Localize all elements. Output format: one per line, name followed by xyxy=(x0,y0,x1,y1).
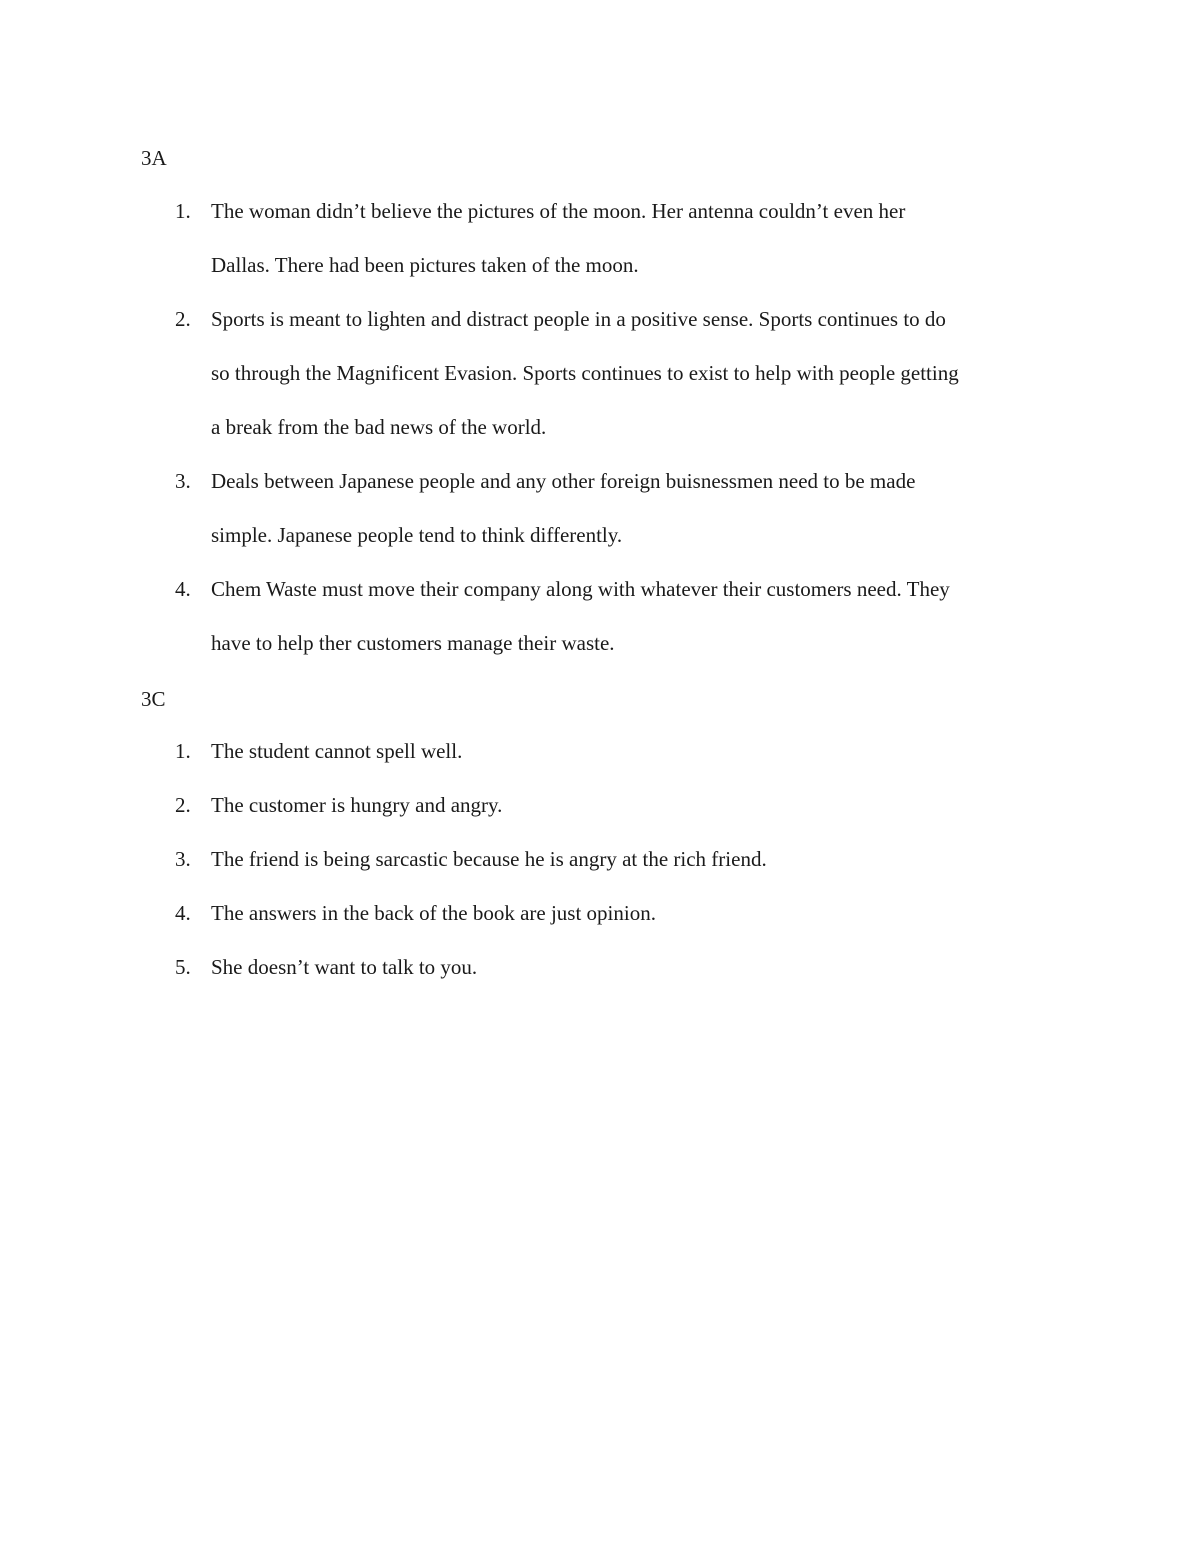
list-item-number: 4. xyxy=(175,901,191,925)
list-item xyxy=(141,832,1071,886)
text-line: The woman didn’t believe the pictures of the moon. Her antenna couldn’t even her xyxy=(211,199,906,223)
list-item xyxy=(141,454,1071,562)
list-item-text xyxy=(211,778,1071,832)
text-line: so through the Magnificent Evasion. Sports continues to exist to help with people getting xyxy=(211,361,959,385)
list-item xyxy=(141,184,1071,292)
list-item xyxy=(141,292,1071,454)
list-item-text xyxy=(211,184,1071,292)
text-line: Chem Waste must move their company along with whatever their customers need. They xyxy=(211,577,950,601)
text-line: The student cannot spell well. xyxy=(211,739,463,763)
list-item xyxy=(141,724,1071,778)
list-item-text xyxy=(211,832,1071,886)
list-item-number: 2. xyxy=(175,307,191,331)
list-item-text xyxy=(211,886,1071,940)
text-line: Dallas. There had been pictures taken of the moon. xyxy=(211,253,639,277)
list-item-number: 3. xyxy=(175,469,191,493)
list-item-text xyxy=(211,940,1071,994)
list-item-text xyxy=(211,724,1071,778)
list-item xyxy=(141,886,1071,940)
text-line: simple. Japanese people tend to think differently. xyxy=(211,523,623,547)
list-item-number: 1. xyxy=(175,739,191,763)
list-item-number: 2. xyxy=(175,793,191,817)
list-item-number: 5. xyxy=(175,955,191,979)
text-line: The customer is hungry and angry. xyxy=(211,793,503,817)
text-line: a break from the bad news of the world. xyxy=(211,415,547,439)
list-item-text xyxy=(211,454,1071,562)
list-item xyxy=(141,778,1071,832)
list-item xyxy=(141,940,1071,994)
list-item-text xyxy=(211,292,1071,454)
list-item-number: 1. xyxy=(175,199,191,223)
text-line: The answers in the back of the book are just opinion. xyxy=(211,901,656,925)
text-line: The friend is being sarcastic because he is angry at the rich friend. xyxy=(211,847,767,871)
list-item-number: 3. xyxy=(175,847,191,871)
text-line: have to help ther customers manage their waste. xyxy=(211,631,615,655)
list-item-text xyxy=(211,562,1071,670)
text-line: Sports is meant to lighten and distract people in a positive sense. Sports continues to do xyxy=(211,307,946,331)
section-heading-3a: 3A xyxy=(141,146,167,170)
section-heading-3c: 3C xyxy=(141,687,166,711)
list-item xyxy=(141,562,1071,670)
list-item-number: 4. xyxy=(175,577,191,601)
text-line: She doesn’t want to talk to you. xyxy=(211,955,478,979)
text-line: Deals between Japanese people and any other foreign buisnessmen need to be made xyxy=(211,469,916,493)
